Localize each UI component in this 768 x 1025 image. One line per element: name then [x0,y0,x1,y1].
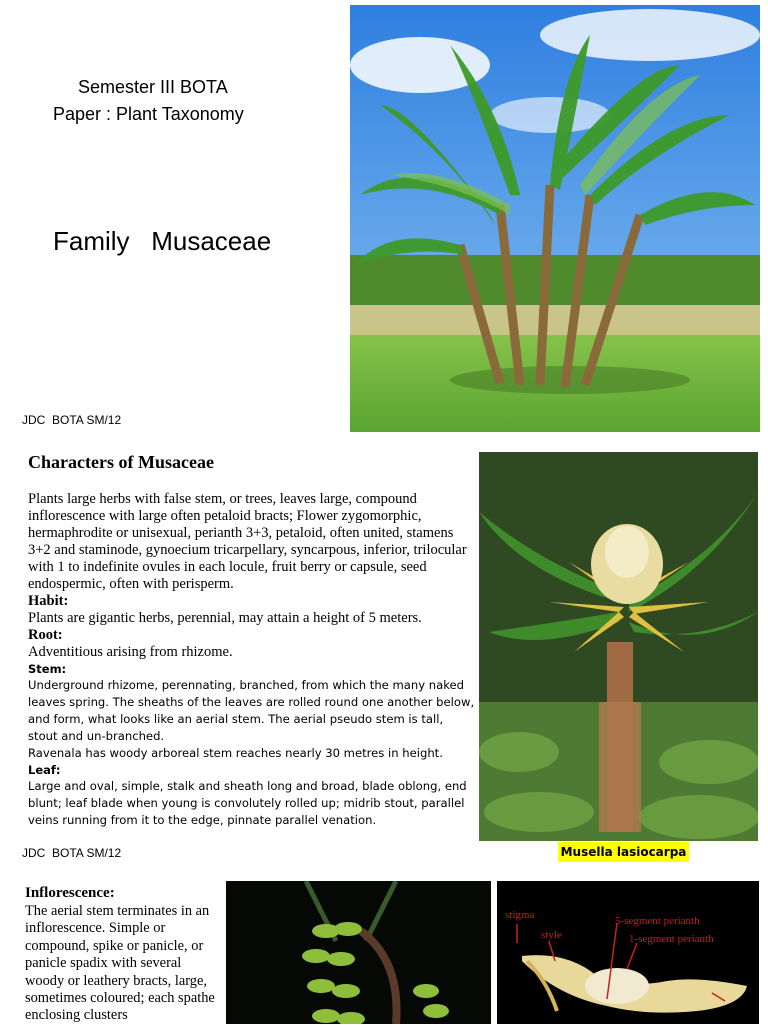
musella-photo [479,452,758,841]
slide2-footer: JDC BOTA SM/12 [22,846,122,860]
label-style: style [541,929,562,941]
stem-heading: Stem: [28,662,67,676]
leaf-heading: Leaf: [28,763,61,777]
inflorescence-heading: Inflorescence: [25,885,115,901]
paper-label: Paper : Plant Taxonomy [53,104,244,124]
label-5-segment-perianth: 5-segment perianth [615,915,700,927]
flower-diagram [497,881,759,1024]
musella-caption: Musella lasiocarpa [558,842,689,862]
stem-text: Underground rhizome, perennating, branched, from which the many naked leaves spring. The sheaths of the leaves are rolled round one another below, and form, what looks like an aerial stem. The aerial pseudo stem is tall, stout and un-branched. [28,678,475,743]
family-title: Family Musaceae [53,226,272,256]
intro-paragraph: Plants large herbs with false stem, or trees, leaves large, compound inflorescence with large often petaloid bracts; Flower zygomorphic, hermaphrodite or unisexual, perianth 3+3, petaloid, often united, stamens 3+2 and staminode, gynoecium tricarpellary, syncarpous, inferior, trilocular with 1 to indefinite ovules in each locule, fruit berry or capsule, seed endospermic, often with perisperm. [28,491,467,592]
habit-text: Plants are gigantic herbs, perennial, may attain a height of 5 meters. [28,610,422,626]
stem-text-ravenala: Ravenala has woody arboreal stem reaches nearly 30 metres in height. [28,746,443,760]
slide1-footer: JDC BOTA SM/12 [22,413,122,427]
label-1-segment-perianth: 1-segment perianth [629,933,714,945]
root-heading: Root: [28,627,63,643]
leaf-text: Large and oval, simple, stalk and sheath long and broad, blade oblong, end blunt; leaf blade when young is convolutely rolled up; midrib stout, parallel veins running from it to the edge, pinnate parallel venation. [28,779,467,827]
habit-heading: Habit: [28,593,69,609]
label-stigma: stigma [505,909,535,921]
characters-title: Characters of Musaceae [28,452,214,472]
banana-tree-photo [350,5,760,432]
root-text: Adventitious arising from rhizome. [28,644,233,660]
characters-body [28,491,476,829]
inflorescence-text: The aerial stem terminates in an inflorescence. Simple or compound, spike or panicle, or panicle spadix with several woody or leathery bracts, large, sometimes coloured; each spathe enclosing clusters [25,903,215,1024]
banana-bunch-photo [226,881,491,1024]
semester-label: Semester III BOTA [78,77,228,97]
